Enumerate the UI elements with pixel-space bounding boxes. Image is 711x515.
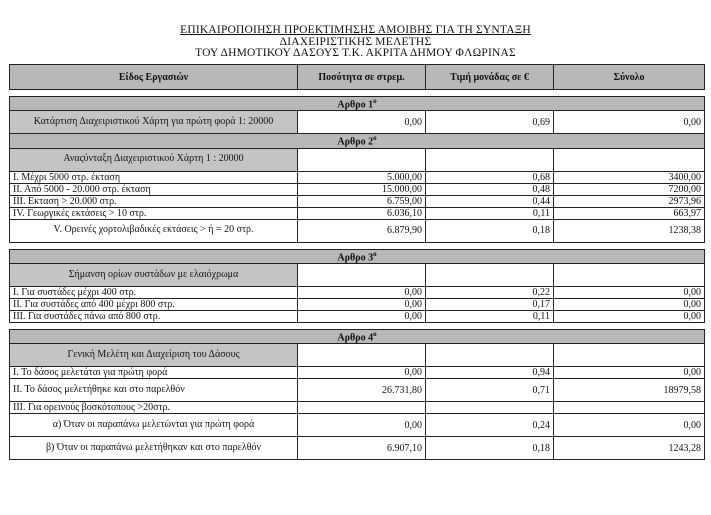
row-description: V. Ορεινές χορτολιβαδικές εκτάσεις > ή = 20 στρ.: [10, 219, 298, 242]
table-row: [10, 414, 705, 437]
table-row: [10, 310, 705, 322]
article-3-label: Αρθρο $3^o$: [10, 249, 705, 263]
row-description: Ι. Για συστάδες μέχρι 400 στρ.: [10, 286, 298, 298]
row-description: ΙΙΙ. Για συστάδες πάνω από 800 στρ.: [10, 310, 298, 322]
section-heading-row: [10, 263, 705, 286]
row-quantity: 0,00: [298, 414, 426, 437]
row-unit-price: 0,18: [426, 437, 554, 460]
table-row: [10, 183, 705, 195]
document-subtitle: ΔΙΑΧΕΙΡΙΣΤΙΚΗΣ ΜΕΛΕΤΗΣ: [279, 36, 432, 48]
row-unit-price: 0,11: [426, 310, 554, 322]
header-unit-price: Τιμή μονάδας σε €: [426, 65, 554, 90]
table-row: [10, 379, 705, 402]
row-unit-price: 0,11: [426, 207, 554, 219]
section-heading-row: [10, 344, 705, 367]
row-quantity: 0,00: [298, 367, 426, 379]
row-quantity: 15.000,00: [298, 183, 426, 195]
row-unit-price: 0,22: [426, 286, 554, 298]
article-3-row: [10, 249, 705, 263]
row-quantity: 5.000,00: [298, 171, 426, 183]
table-row: [10, 402, 705, 414]
row-unit-price: [426, 402, 554, 414]
fee-estimate-table: [9, 64, 705, 460]
row-total: 0,00: [554, 367, 705, 379]
row-quantity: 6.036,10: [298, 207, 426, 219]
row-quantity: 6.759,00: [298, 195, 426, 207]
row-description: β) Όταν οι παραπάνω μελετήθηκαν και στο παρελθόν: [10, 437, 298, 460]
article-2-row: [10, 134, 705, 148]
header-type: Είδος Εργασιών: [10, 65, 298, 90]
article-2-label: Αρθρο $2^o$: [10, 134, 705, 148]
table-row: [10, 171, 705, 183]
table-row: [10, 437, 705, 460]
row-quantity: 0,00: [298, 286, 426, 298]
row-unit-price: 0,24: [426, 414, 554, 437]
row-quantity: 6.879,90: [298, 219, 426, 242]
row-total: 0,00: [554, 298, 705, 310]
document-title: ΕΠΙΚΑΙΡΟΠΟΙΗΣΗ ΠΡΟΕΚΤΙΜΗΣΗΣ ΑΜΟΙΒΗΣ ΓΙΑ ΤΗ ΣΥΝΤΑΞΗ: [180, 24, 531, 36]
table-row: [10, 286, 705, 298]
header-row: [10, 65, 705, 90]
row-unit-price: 0,17: [426, 298, 554, 310]
row-description: ΙΙΙ. Εκταση > 20.000 στρ.: [10, 195, 298, 207]
row-unit-price: 0,48: [426, 183, 554, 195]
row-total: 0,00: [554, 414, 705, 437]
row-total: 0,00: [554, 286, 705, 298]
section-heading-row: [10, 148, 705, 171]
row-total: 1243,28: [554, 437, 705, 460]
table-row: [10, 367, 705, 379]
article-4-label: Αρθρο $4^o$: [10, 329, 705, 343]
row-description: ΙΙ. Το δάσος μελετήθηκε και στο παρελθόν: [10, 379, 298, 402]
row-quantity: [298, 402, 426, 414]
header-quantity: Ποσότητα σε στρεμ.: [298, 65, 426, 90]
row-total: 1238,38: [554, 219, 705, 242]
row-total: 0,00: [554, 310, 705, 322]
article-2-heading: Αναςύνταξη Διαχειριστικού Χάρτη 1 : 20000: [10, 148, 298, 171]
row-description: Ι. Μέχρι 5000 στρ. έκταση: [10, 171, 298, 183]
table-row: [10, 111, 705, 134]
row-description: ΙΙ. Από 5000 - 20.000 στρ. έκταση: [10, 183, 298, 195]
article-4-heading: Γενική Μελέτη και Διαχείριση του Δάσους: [10, 344, 298, 367]
row-total: 0,00: [554, 111, 705, 134]
article-1-row: [10, 97, 705, 111]
row-quantity: 0,00: [298, 111, 426, 134]
row-quantity: 26.731,80: [298, 379, 426, 402]
row-description: ΙΙ. Για συστάδες από 400 μέχρι 800 στρ.: [10, 298, 298, 310]
row-unit-price: 0,94: [426, 367, 554, 379]
row-total: 663,97: [554, 207, 705, 219]
row-total: 7200,00: [554, 183, 705, 195]
row-unit-price: 0,69: [426, 111, 554, 134]
table-row: [10, 219, 705, 242]
row-total: 3400,00: [554, 171, 705, 183]
row-description: α) Όταν οι παραπάνω μελετώνται για πρώτη φορά: [10, 414, 298, 437]
article-3-heading: Σήμανση ορίων συστάδων με ελαιόχρωμα: [10, 263, 298, 286]
article-1-label: Αρθρο $1^o$: [10, 97, 705, 111]
row-description: Ι. Το δάσος μελετάται για πρώτη φορά: [10, 367, 298, 379]
row-total: [554, 402, 705, 414]
article-4-row: [10, 329, 705, 343]
row-description: ΙV. Γεωργικές εκτάσεις > 10 στρ.: [10, 207, 298, 219]
row-unit-price: 0,68: [426, 171, 554, 183]
row-unit-price: 0,71: [426, 379, 554, 402]
row-quantity: 0,00: [298, 298, 426, 310]
table-row: [10, 298, 705, 310]
row-total: 18979,58: [554, 379, 705, 402]
document-subtitle-2: ΤΟΥ ΔΗΜΟΤΙΚΟΥ ΔΑΣΟΥΣ Τ.Κ. ΑΚΡΙΤΑ ΔΗΜΟΥ ΦΛΩΡΙΝΑΣ: [195, 47, 516, 59]
header-total: Σύνολο: [554, 65, 705, 90]
row-description: ΙΙΙ. Για ορεινούς βοσκότοπους >20στρ.: [10, 402, 298, 414]
row-description: Κατάρτιση Διαχειριστικού Χάρτη για πρώτη φορά 1: 20000: [10, 111, 298, 134]
row-unit-price: 0,18: [426, 219, 554, 242]
table-row: [10, 207, 705, 219]
row-unit-price: 0,44: [426, 195, 554, 207]
row-quantity: 6.907,10: [298, 437, 426, 460]
row-quantity: 0,00: [298, 310, 426, 322]
row-total: 2973,96: [554, 195, 705, 207]
table-row: [10, 195, 705, 207]
